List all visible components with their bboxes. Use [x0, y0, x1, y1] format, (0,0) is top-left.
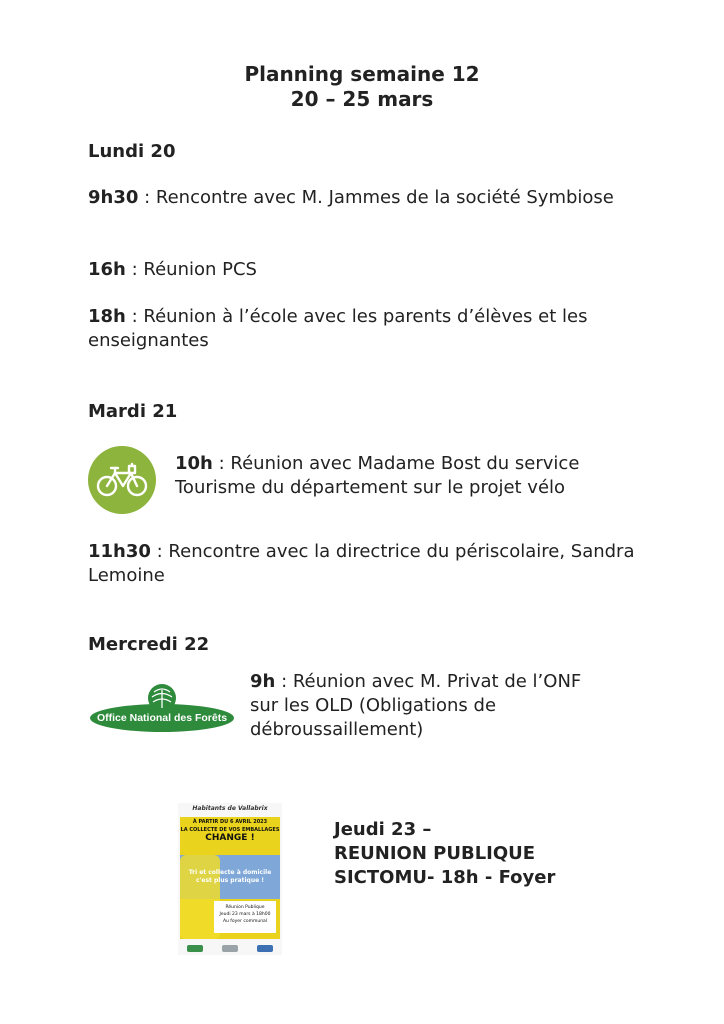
event-text: : Rencontre avec M. Jammes de la société Symbiose — [138, 187, 614, 208]
event-time: 9h30 — [88, 187, 139, 208]
partner-logo — [187, 945, 203, 952]
poster-body — [180, 817, 280, 939]
page-title — [0, 62, 724, 112]
event-time: 11h30 — [88, 541, 151, 562]
poster-info-box — [214, 901, 276, 933]
event-lundi-3 — [88, 305, 648, 353]
event-text: : Réunion PCS — [125, 259, 257, 280]
event-mardi-1 — [175, 452, 595, 500]
event-text: : Réunion avec M. Privat de l’ONF sur les OLD (Obligations de débroussaillement) — [250, 671, 582, 740]
onf-logo-text: Office National des Forêts — [96, 712, 228, 724]
event-text: : Réunion à l’école avec les parents d’élèves et les enseignantes — [88, 306, 588, 351]
event-lundi-2 — [88, 258, 648, 282]
jeudi-line-1: Jeudi 23 – — [334, 819, 432, 840]
poster-header: Habitants de Vallabrix — [192, 805, 268, 812]
poster-line-2: LA COLLECTE DE VOS EMBALLAGES — [180, 827, 280, 833]
poster-line-4: Tri et collecte à domicile — [188, 869, 272, 876]
event-mardi-2 — [88, 540, 648, 588]
onf-logo — [88, 680, 236, 736]
event-text: : Rencontre avec la directrice du périscolaire, Sandra Lemoine — [88, 541, 635, 586]
jeudi-announcement — [334, 818, 634, 890]
day-heading-mardi: Mardi 21 — [88, 401, 178, 422]
poster-line-8: Au foyer communal — [222, 919, 268, 924]
sictomu-poster — [178, 803, 282, 955]
title-line-2: 20 – 25 mars — [290, 87, 434, 111]
bicycle-icon — [88, 446, 156, 514]
partner-logo — [222, 945, 238, 952]
poster-line-7: Jeudi 23 mars à 18h00 — [219, 912, 271, 917]
event-time: 9h — [250, 671, 276, 692]
event-time: 10h — [175, 453, 213, 474]
partner-logo — [257, 945, 273, 952]
poster-line-1: À PARTIR DU 6 AVRIL 2023 — [192, 819, 268, 825]
day-heading-lundi: Lundi 20 — [88, 141, 176, 162]
day-heading-mercredi: Mercredi 22 — [88, 634, 210, 655]
event-time: 18h — [88, 306, 126, 327]
poster-slogan — [180, 869, 280, 885]
event-time: 16h — [88, 259, 126, 280]
poster-logos — [178, 941, 282, 955]
title-line-1: Planning semaine 12 — [244, 62, 480, 86]
jeudi-line-2: REUNION PUBLIQUE — [334, 843, 536, 864]
poster-line-5: c'est plus pratique ! — [196, 877, 264, 884]
event-text: : Réunion avec Madame Bost du service Tourisme du département sur le projet vélo — [175, 453, 580, 498]
jeudi-line-3: SICTOMU- 18h - Foyer — [334, 867, 556, 888]
event-mercredi-1 — [250, 670, 610, 742]
poster-line-3: CHANGE ! — [205, 833, 255, 843]
poster-line-6: Réunion Publique — [225, 905, 265, 910]
event-lundi-1 — [88, 186, 648, 210]
